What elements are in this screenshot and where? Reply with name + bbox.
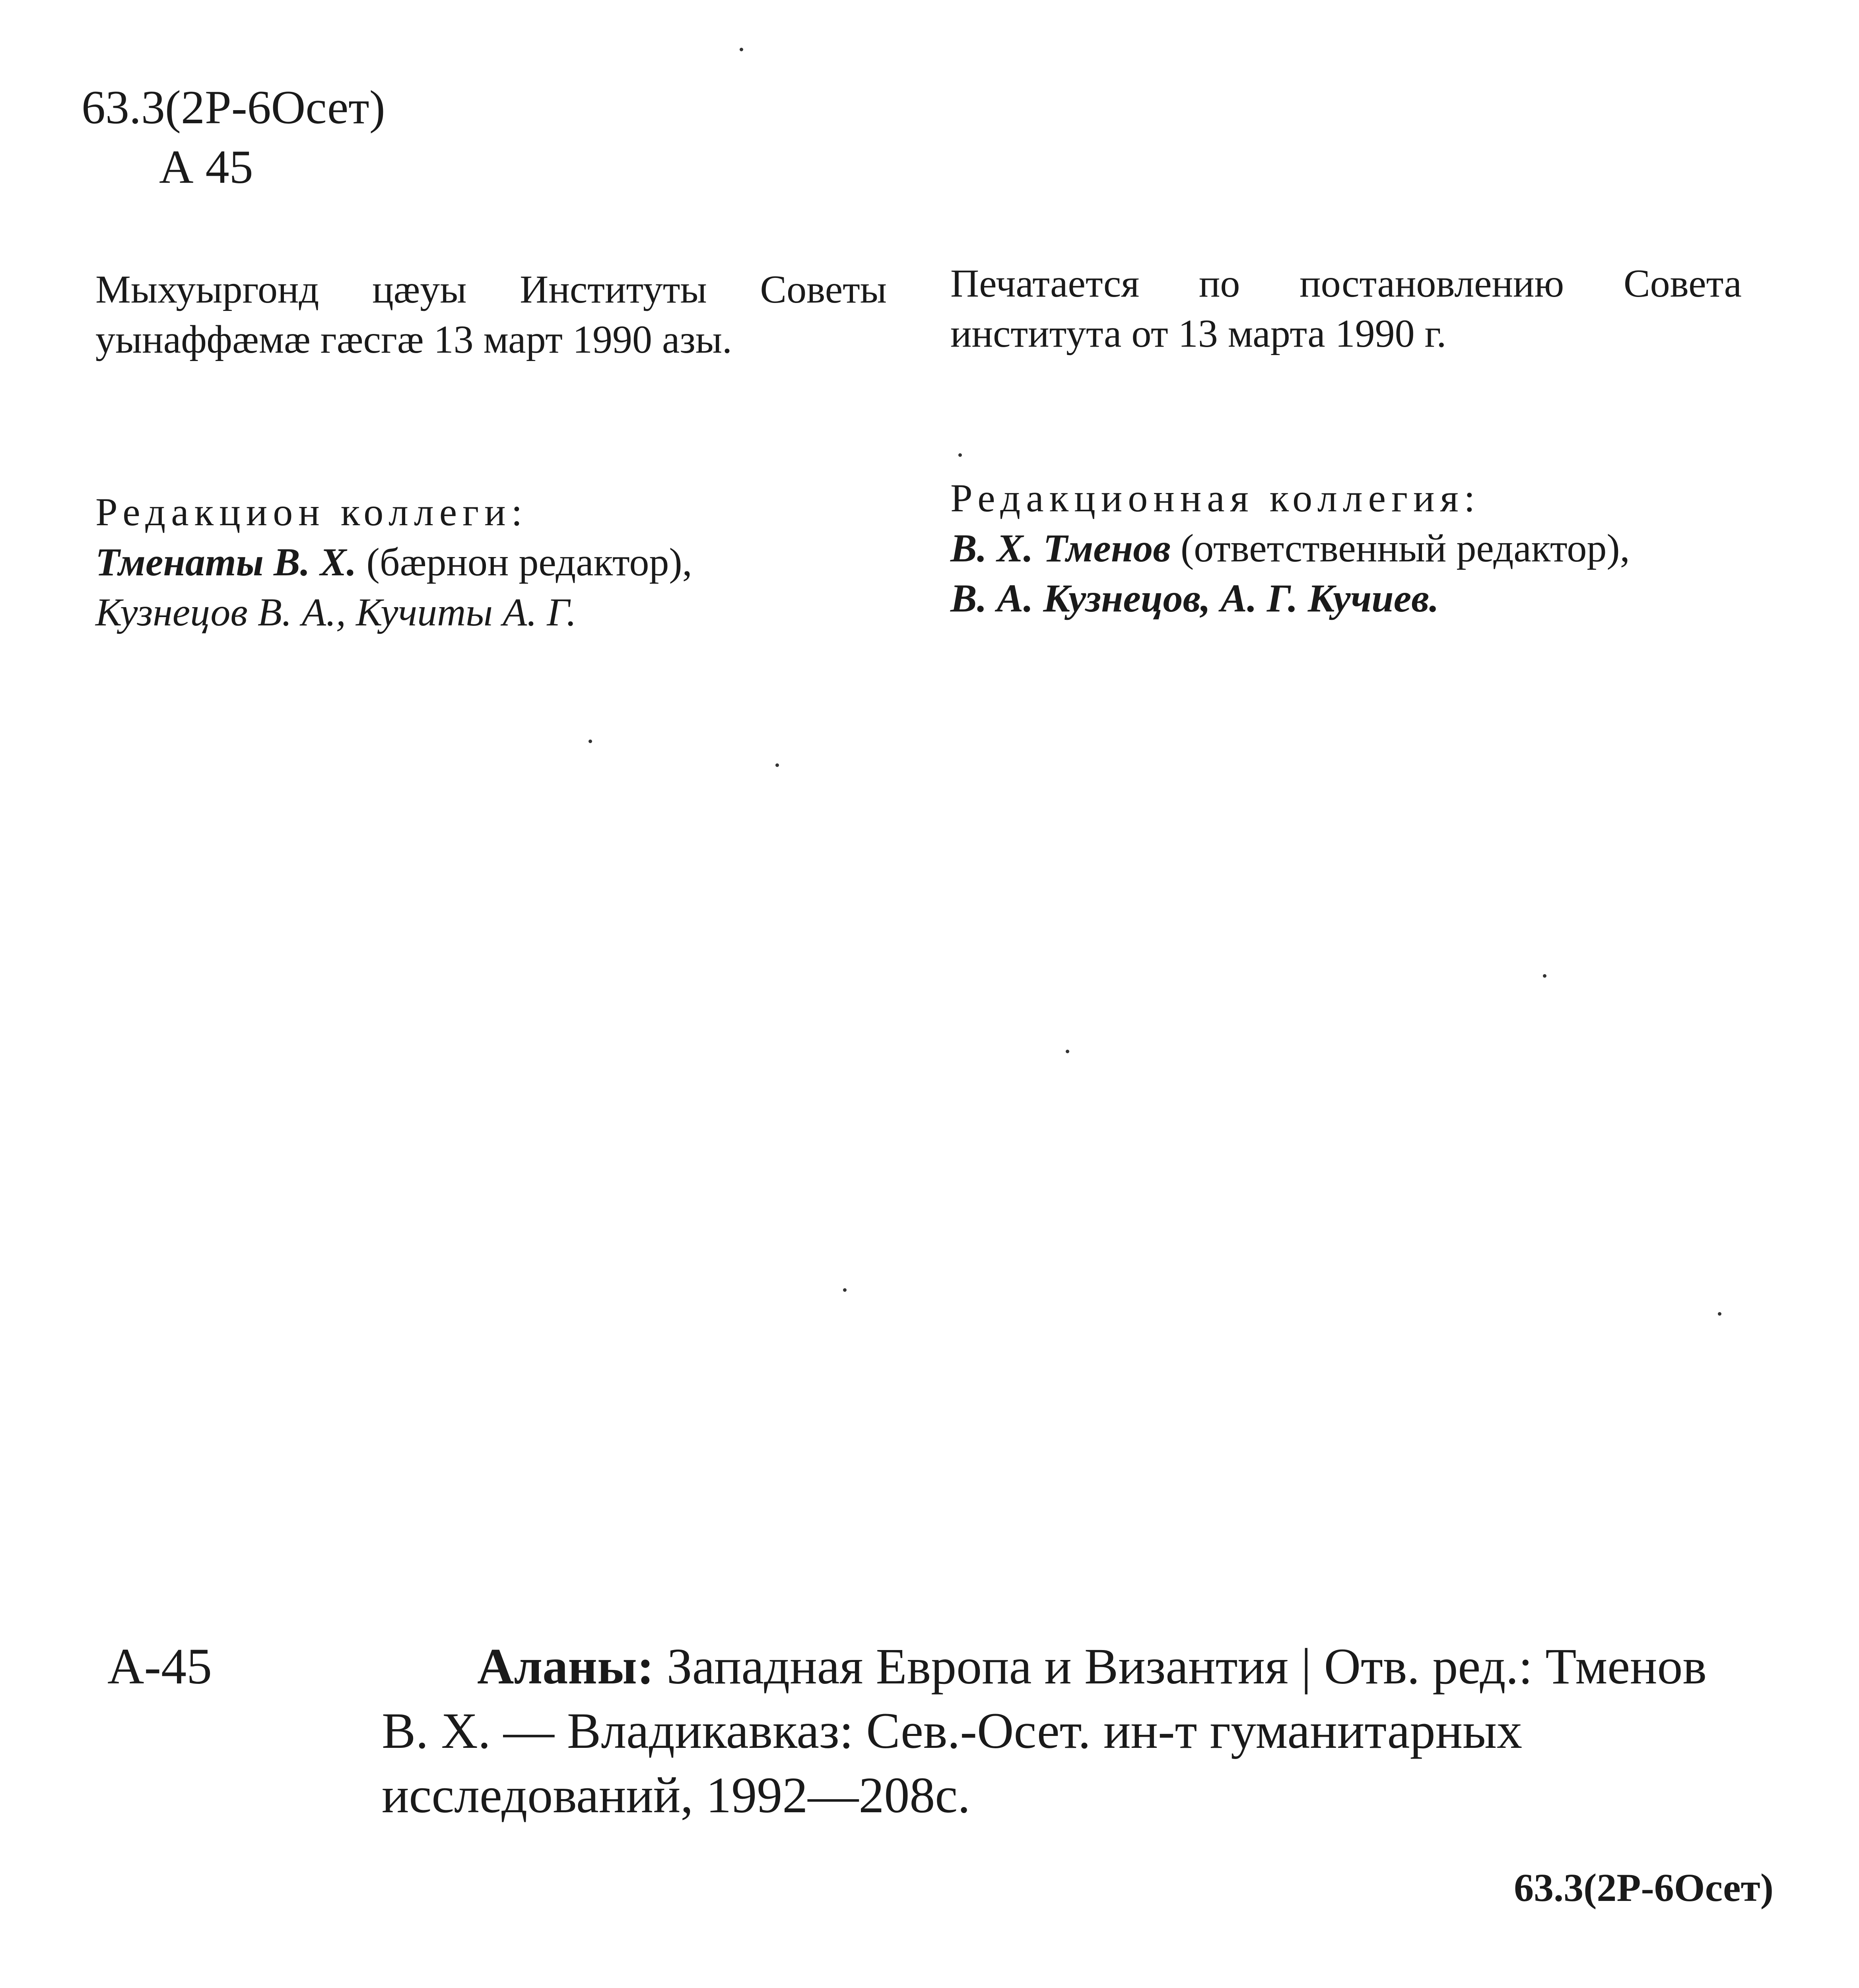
- bib-description: [382, 1634, 1766, 1827]
- editorial-russian-chief: В. Х. Тменов: [950, 526, 1171, 570]
- editorial-ossetian-chief-line: [95, 537, 887, 587]
- editorial-ossetian-members: Кузнецов В. А., Кучиты А. Г.: [95, 590, 577, 634]
- bbk-code: 63.3(2Р-6Осет): [82, 81, 385, 134]
- scan-speck: [589, 740, 592, 743]
- approval-ossetian: Мыхуыргонд цæуы Институты Советы уынаффæмæ гæсгæ 13 март 1990 азы.: [95, 267, 887, 361]
- approval-russian: Печатается по постановлению Совета института от 13 марта 1990 г.: [950, 261, 1742, 355]
- bib-title: Аланы:: [477, 1638, 654, 1695]
- scan-speck: [740, 48, 743, 51]
- editorial-russian-chief-line: [950, 523, 1742, 573]
- editorial-ossetian-chief-role: (бæрнон редактор),: [366, 540, 692, 584]
- scan-speck: [1543, 974, 1546, 978]
- editorial-russian-heading: Редакционная коллегия:: [950, 476, 1481, 520]
- editorial-ossetian: [95, 487, 887, 637]
- editorial-russian-members: В. А. Кузнецов, А. Г. Кучиев.: [950, 576, 1439, 620]
- editorial-russian-chief-role: (ответственный редактор),: [1180, 526, 1630, 570]
- scan-speck: [775, 763, 779, 767]
- editorial-ossetian-heading: Редакцион коллеги:: [95, 490, 528, 534]
- editorial-ossetian-chief: Тменаты В. Х.: [95, 540, 357, 584]
- scan-speck: [1066, 1050, 1069, 1053]
- scan-speck: [958, 453, 962, 457]
- bib-mark: А-45: [107, 1638, 212, 1695]
- bib-text: Западная Европа и Византия | Отв. ред.: Тменов В. Х. — Владикавказ: Сев.-Осет. ин-т гуманитарных исследований, 1992—208с.: [382, 1638, 1707, 1823]
- author-mark: А 45: [159, 140, 253, 193]
- bib-index: 63.3(2Р-6Осет): [1514, 1866, 1774, 1910]
- editorial-russian: [950, 473, 1742, 623]
- scan-speck: [1718, 1312, 1721, 1316]
- scan-speck: [843, 1288, 847, 1292]
